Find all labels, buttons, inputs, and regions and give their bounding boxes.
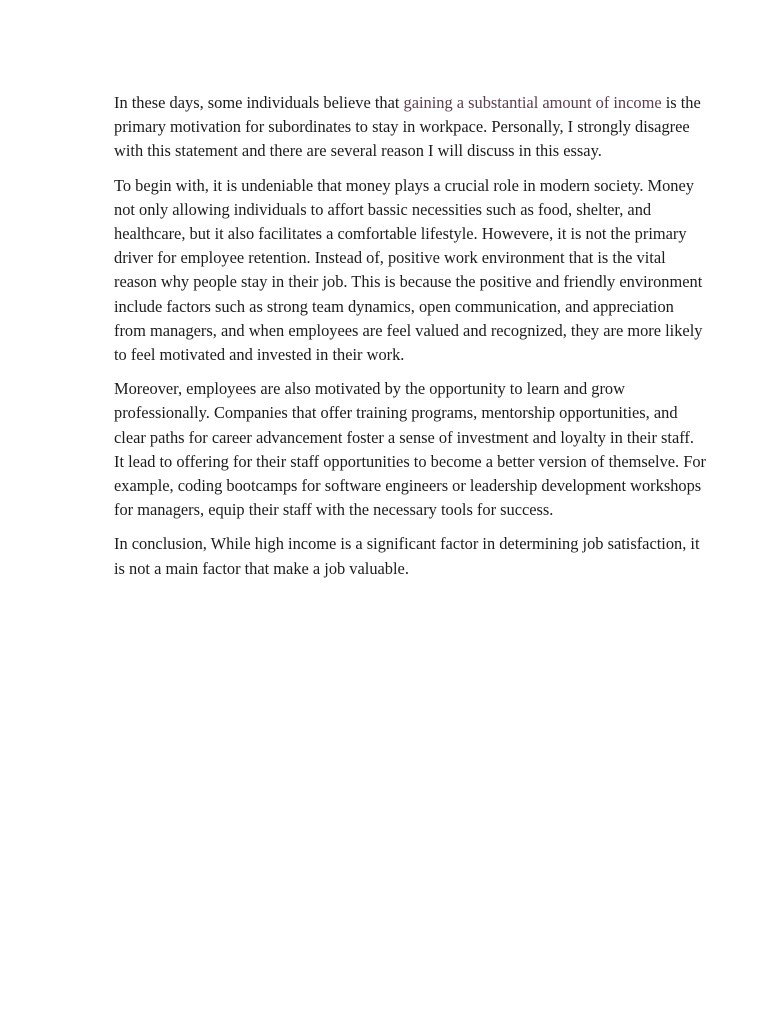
intro-highlighted-phrase: gaining a substantial amount of income	[403, 93, 662, 112]
intro-text-end: is the primary motivation for subordinates to stay in workpace. Personally, I strongly disagree with this statement and there are several reason I will discuss in this essay.	[114, 93, 701, 161]
paragraph-introduction	[114, 91, 706, 164]
paragraph-body-growth: Moreover, employees are also motivated by the opportunity to learn and grow professionally. Companies that offer training programs, mentorship opportunities, and clear paths for career advancement foster a sense of investment and loyalty in their staff. It lead to offering for their staff opportunities to become a better version of themselve. For example, coding bootcamps for software engineers or leadership development workshops for managers, equip their staff with the necessary tools for success.	[114, 379, 707, 520]
paragraph-conclusion: In conclusion, While high income is a significant factor in determining job satisfaction, it is not a main factor that make a job valuable.	[114, 534, 700, 578]
paragraph-body-money: To begin with, it is undeniable that money plays a crucial role in modern society. Money not only allowing individuals to affort bassic necessities such as food, shelter, and healthcare, but it also facilitates a comfortable lifestyle. Howevere, it is not the primary driver for employee retention. Instead of, positive work environment that is the vital reason why people stay in their job. This is because the positive and friendly environment include factors such as strong team dynamics, open communication, and appreciation from managers, and when employees are feel valued and recognized, they are more likely to feel motivated and invested in their work.	[114, 175, 703, 365]
essay-body	[114, 91, 706, 591]
intro-text-start: In these days, some individuals believe that	[114, 93, 404, 112]
